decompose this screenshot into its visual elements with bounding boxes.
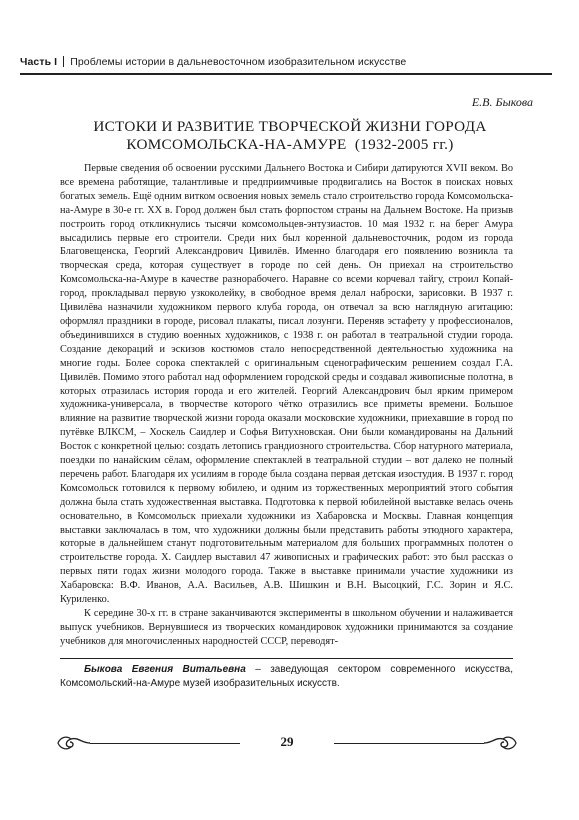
footer-rule-left [90, 743, 240, 744]
header-section: Проблемы истории в дальневосточном изобразительном искусстве [70, 56, 407, 68]
title-line-1: ИСТОКИ И РАЗВИТИЕ ТВОРЧЕСКОЙ ЖИЗНИ ГОРОДА [93, 118, 487, 135]
footnote-rule [60, 658, 513, 659]
right-ornament-icon [482, 735, 518, 751]
running-header [20, 56, 552, 68]
title-dates: (1932-2005 гг.) [354, 136, 454, 153]
article-body [60, 162, 513, 649]
page-number: 29 [280, 734, 294, 749]
header-rule [20, 73, 552, 75]
footnote-text: – заведующая сектором современного искусства, Комсомольский-на-Амуре музей изобразительных искусств. [60, 664, 513, 689]
footnote-author-name: Быкова Евгения Витальевна [84, 664, 246, 675]
title-line-2 [40, 136, 540, 154]
paragraph: Первые сведения об освоении русскими Дальнего Востока и Сибири датируются XVII веком. Во все времена работящие, талантливые и предприимчивые продвигались на Восток в поисках новых богатых земель. Ещё одним витком освоения новых земель стало строительство города Комсомольска-на-Амуре в 30-е гг. XX в. Город должен был стать форпостом страны на Дальнем Востоке. На призыв построить город откликнулись тысячи комсомольцев-энтузиастов. 10 мая 1932 г. на берег Амура высадились первые его строители. Среди них был коренной дальневосточник, родом из города Благовещенска, Георгий Александрович Цивилёв. Именно благодаря его появлению возникла та творческая среда, которая существует в городе по сей день. Он приехал на строительство Комсомольска-на-Амуре в качестве разнорабочего. Наравне со всеми корчевал тайгу, строил Копай-город, прокладывал первую узкоколейку, в свободное время делал наброски, зарисовки. В 1937 г. Цивилёва назначили художником первого клуба города, он отвечал за всю наглядную агитацию: оформлял праздники в городе, рисовал плакаты, писал лозунги. Переняв эстафету у профессионалов, объединившихся в студию военных художников, с 1938 г. он работал в театральной студии города. Создание декораций и эскизов костюмов стало непосредственной деятельностью художника на многие годы. Более сорока спектаклей с оригинальным сценографическим решением создал Г.А. Цивилёв. Помимо этого работал над оформлением городской среды и создавал живописные полотна, в которых отразилась история города и его жителей. Георгий Александрович был ярким примером художника-универсала, в творчестве которого чётко отразились все приметы времени. Большое влияние на развитие творческой жизни города оказали московские художники, приехавшие в город по путёвке ВЛКСМ, – Хоскель Саидлер и Софья Витухновская. Они были командированы на Дальний Восток с конкретной целью: создать летопись грандиозного строительства. Сбор натурного материала, поездки по нанайским сёлам, оформление спектаклей в театральной студии – вот далеко не полный перечень работ. Благодаря их усилиям в городе была создана первая детская изостудия. В 1937 г. город Комсомольск готовился к первому юбилею, и одним из торжественных мероприятий этого события должна была стать художественная выставка. Подготовка к первой юбилейной выставке велась очень основательно, в Комсомольск приехали художники из Хабаровска и Москвы. Главная концепция выставки заключалась в том, что художники должны были представить работы этюдного характера, которые в дальнейшем станут подготовительным материалом для больших программных полотен о строительстве города. Х. Саидлер выставил 47 живописных и графических работ: это был рассказ о первых пяти годах жизни молодого города. Также в выставке принимали участие художники из Хабаровска: В.Ф. Иванов, А.А. Васильев, А.В. Шишкин и В.Н. Высоцкий, Г.С. Зорин и Я.С. Куриленко. [60, 163, 513, 606]
footer-rule-right [334, 743, 484, 744]
header-part: Часть I [20, 56, 58, 68]
article-title [40, 118, 540, 154]
title-city: КОМСОМОЛЬСКА-НА-АМУРЕ [126, 136, 347, 153]
page-footer [56, 733, 518, 755]
left-ornament-icon [56, 735, 92, 751]
article-author: Е.В. Быкова [471, 95, 533, 109]
header-separator [63, 56, 64, 67]
footnote [60, 663, 513, 691]
paragraph: К середине 30-х гг. в стране заканчиваются эксперименты в школьном обучении и налаживается выпуск учебников. Вернувшиеся из творческих командировок художники принимаются за создание учебников для многочисленных народностей СССР, переводят- [60, 608, 513, 647]
